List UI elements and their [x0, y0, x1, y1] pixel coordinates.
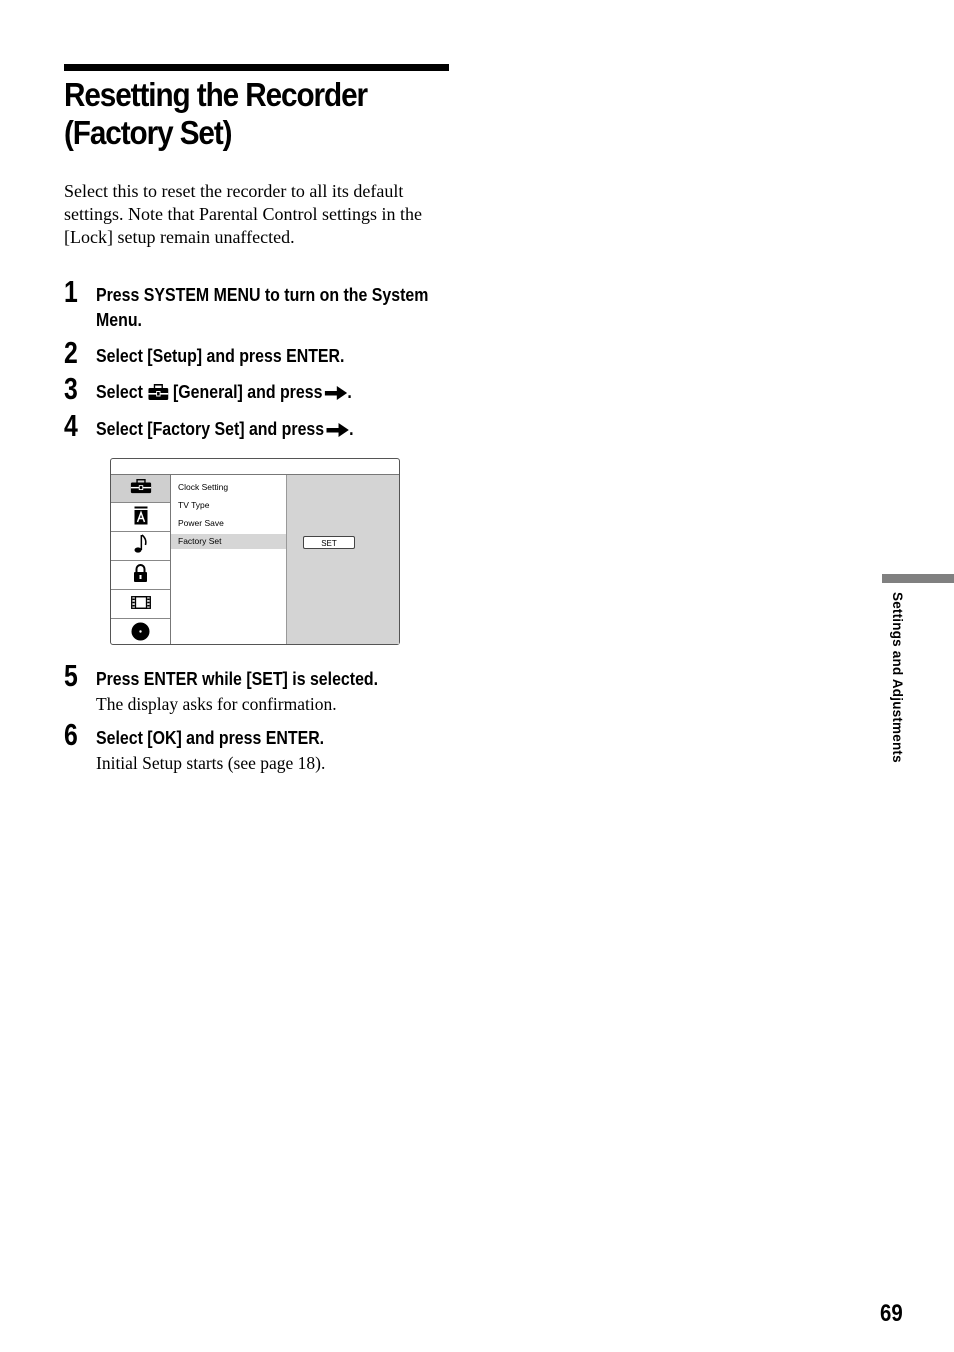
menu-category-language[interactable]	[111, 504, 170, 532]
toolbox-icon	[130, 479, 152, 499]
step-3-pre: Select	[96, 381, 143, 402]
step-5-subtext: The display asks for confirmation.	[96, 694, 337, 714]
page-number: 69	[880, 1300, 903, 1327]
step-3-end: .	[347, 381, 352, 402]
step-5-number: 5	[64, 658, 78, 693]
title-line-1: Resetting the Recorder	[64, 76, 368, 113]
step-4-number: 4	[64, 408, 78, 443]
menu-option-panel	[287, 475, 399, 644]
step-1-number: 1	[64, 274, 78, 309]
setup-menu-screen	[110, 458, 400, 645]
menu-category-video[interactable]	[111, 591, 170, 619]
music-note-icon	[134, 534, 148, 559]
menu-item-tv-type[interactable]: TV Type	[178, 500, 210, 510]
step-4-text	[96, 416, 399, 443]
menu-item-clock-setting[interactable]: Clock Setting	[178, 482, 229, 492]
step-2-number: 2	[64, 335, 78, 370]
disc-icon	[131, 622, 150, 646]
step-6-text: Select [OK] and press ENTER.	[96, 727, 325, 748]
menu-item-factory-set[interactable]: Factory Set	[171, 534, 286, 549]
menu-category-column	[111, 475, 171, 644]
step-3-text	[96, 379, 399, 407]
step-3-post: [General] and press	[172, 381, 323, 402]
letter-a-icon	[134, 506, 148, 530]
menu-category-audio[interactable]	[111, 533, 170, 561]
menu-category-lock[interactable]	[111, 562, 170, 590]
page-title	[64, 76, 442, 152]
side-tab-label: Settings and Adjustments	[890, 592, 905, 763]
side-tab-bar	[882, 574, 954, 583]
set-button[interactable]: SET	[303, 536, 355, 549]
menu-item-list	[171, 475, 287, 644]
step-6-subtext: Initial Setup starts (see page 18).	[96, 753, 326, 773]
title-line-2: (Factory Set)	[64, 114, 232, 151]
lock-icon	[133, 564, 148, 588]
menu-category-disc[interactable]	[111, 620, 170, 648]
step-4-pre: Select [Factory Set] and press	[96, 418, 325, 439]
step-1-text: Press SYSTEM MENU to turn on the System Menu.	[96, 284, 429, 330]
step-6-number: 6	[64, 717, 78, 752]
step-5-text: Press ENTER while [SET] is selected.	[96, 668, 379, 689]
step-4-end: .	[349, 418, 354, 439]
step-3-number: 3	[64, 371, 78, 406]
menu-item-power-save[interactable]: Power Save	[178, 518, 224, 528]
film-icon	[131, 596, 151, 614]
step-2-text: Select [Setup] and press ENTER.	[96, 345, 345, 366]
right-arrow-icon	[325, 381, 347, 406]
title-rule	[64, 64, 449, 71]
right-arrow-icon	[327, 418, 349, 443]
menu-category-general[interactable]	[111, 475, 170, 503]
menu-header	[111, 459, 399, 475]
intro-paragraph: Select this to reset the recorder to all its default settings. Note that Parental Control settings in the [Lock] setup remain unaffected.	[64, 181, 422, 247]
toolbox-icon	[147, 382, 169, 407]
